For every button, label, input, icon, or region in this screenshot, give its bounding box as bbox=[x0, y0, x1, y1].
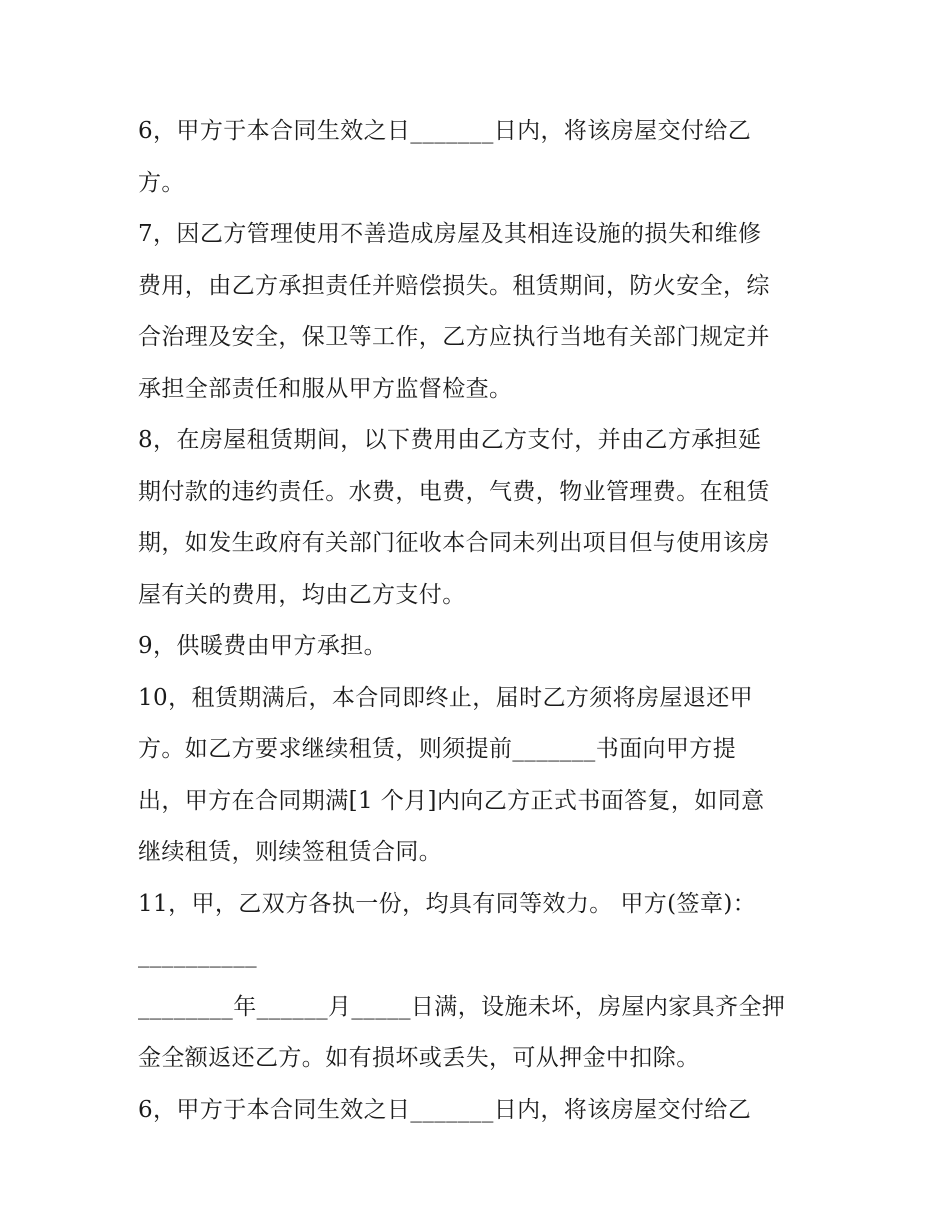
text-line: 继续租赁，则续签租赁合同。 bbox=[138, 839, 443, 865]
text-line: 6，甲方于本合同生效之日_______日内，将该房屋交付给乙 bbox=[138, 1096, 752, 1123]
text-line: 8，在房屋租赁期间，以下费用由乙方支付，并由乙方承担延 bbox=[138, 427, 762, 453]
text-line: 方。 bbox=[138, 169, 185, 196]
text-line: 7，因乙方管理使用不善造成房屋及其相连设施的损失和维修 bbox=[138, 221, 762, 247]
text-line: 方。如乙方要求继续租赁，则须提前_______书面向甲方提 bbox=[138, 736, 737, 762]
document-body bbox=[138, 106, 818, 1136]
text-line: 金全额返还乙方。如有损坏或丢失，可从押金中扣除。 bbox=[138, 1045, 700, 1071]
text-line: 10，租赁期满后，本合同即终止，届时乙方须将房屋退还甲 bbox=[138, 684, 754, 711]
text-line: 期付款的违约责任。水费，电费，气费，物业管理费。在租赁 bbox=[138, 478, 770, 505]
text-line: 出，甲方在合同期满[1 个月]内向乙方正式书面答复，如同意 bbox=[138, 787, 765, 814]
text-line: 6，甲方于本合同生效之日_______日内，将该房屋交付给乙 bbox=[138, 118, 752, 144]
text-line: 9，供暖费由甲方承担。 bbox=[138, 633, 388, 659]
text-line: 屋有关的费用，均由乙方支付。 bbox=[138, 581, 466, 608]
text-line: 费用，由乙方承担责任并赔偿损失。租赁期间，防火安全，综 bbox=[138, 272, 770, 299]
text-line: 合治理及安全，保卫等工作，乙方应执行当地有关部门规定并 bbox=[138, 324, 770, 350]
text-line: 期，如发生政府有关部门征收本合同未列出项目但与使用该房 bbox=[138, 530, 770, 556]
text-line: ________年______月_____日满，设施未坏，房屋内家具齐全押 bbox=[138, 993, 786, 1020]
signature-blank: __________ bbox=[138, 942, 257, 968]
text-line: 承担全部责任和服从甲方监督检查。 bbox=[138, 375, 513, 402]
text-line: 11，甲，乙双方各执一份，均具有同等效力。 甲方(签章)： bbox=[138, 890, 757, 917]
